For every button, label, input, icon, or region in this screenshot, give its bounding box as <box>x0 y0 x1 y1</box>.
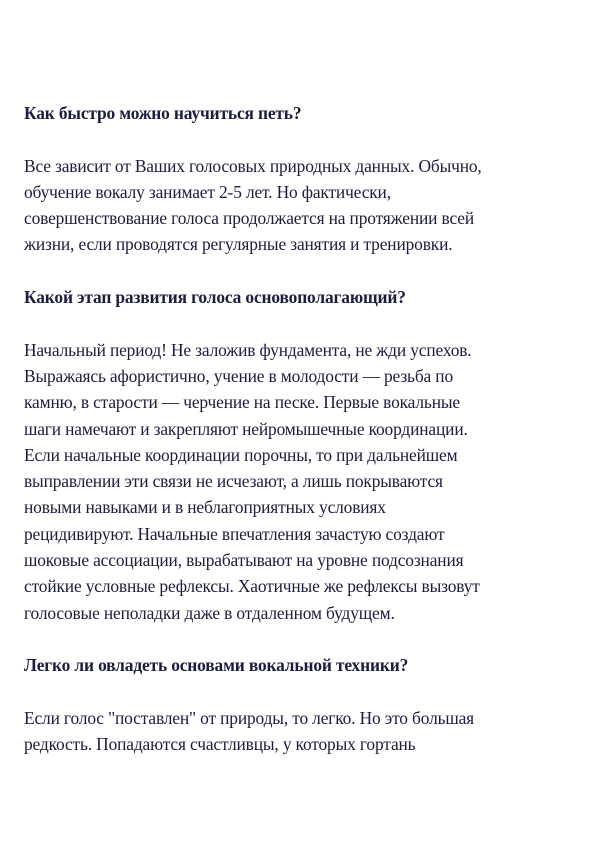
spacer <box>24 310 564 336</box>
answer-paragraph: Начальный период! Не заложив фундамента, не жди успехов. Выражаясь афористично, учение в молодости — резьба по камню, в старости — черчение на песке. Первые вокальные шаги намечают и закрепляют нейромышечные координации. Если начальные координации порочны, то при дальнейшем выправлении эти связи не исчезают, а лишь покрываются новыми навыками и в неблагоприятных условиях рецидивируют. Начальные впечатления зачастую создают шоковые ассоциации, вырабатывают на уровне подсознания стойкие условные рефлексы. Хаотичные же рефлексы вызовут голосовые неполадки даже в отдаленном будущем. <box>24 339 480 623</box>
document-body <box>24 100 564 757</box>
answer-paragraph: Все зависит от Ваших голосовых природных данных. Обычно, обучение вокалу занимает 2-5 лет. Но фактически, совершенствование голоса продолжается на протяжении всей жизни, если проводятся регулярные занятия и тренировки. <box>24 155 482 255</box>
answer-paragraph: Если голос "поставлен" от природы, то легко. Но это большая редкость. Попадаются счастливцы, у которых гортань <box>24 707 475 755</box>
spacer <box>24 126 564 152</box>
spacer <box>24 679 564 705</box>
question-heading: Какой этап развития голоса основополагающий? <box>24 287 406 308</box>
spacer <box>24 626 564 652</box>
question-heading: Как быстро можно научиться петь? <box>24 103 302 123</box>
spacer <box>24 258 564 284</box>
question-heading: Легко ли овладеть основами вокальной техники? <box>24 655 409 676</box>
